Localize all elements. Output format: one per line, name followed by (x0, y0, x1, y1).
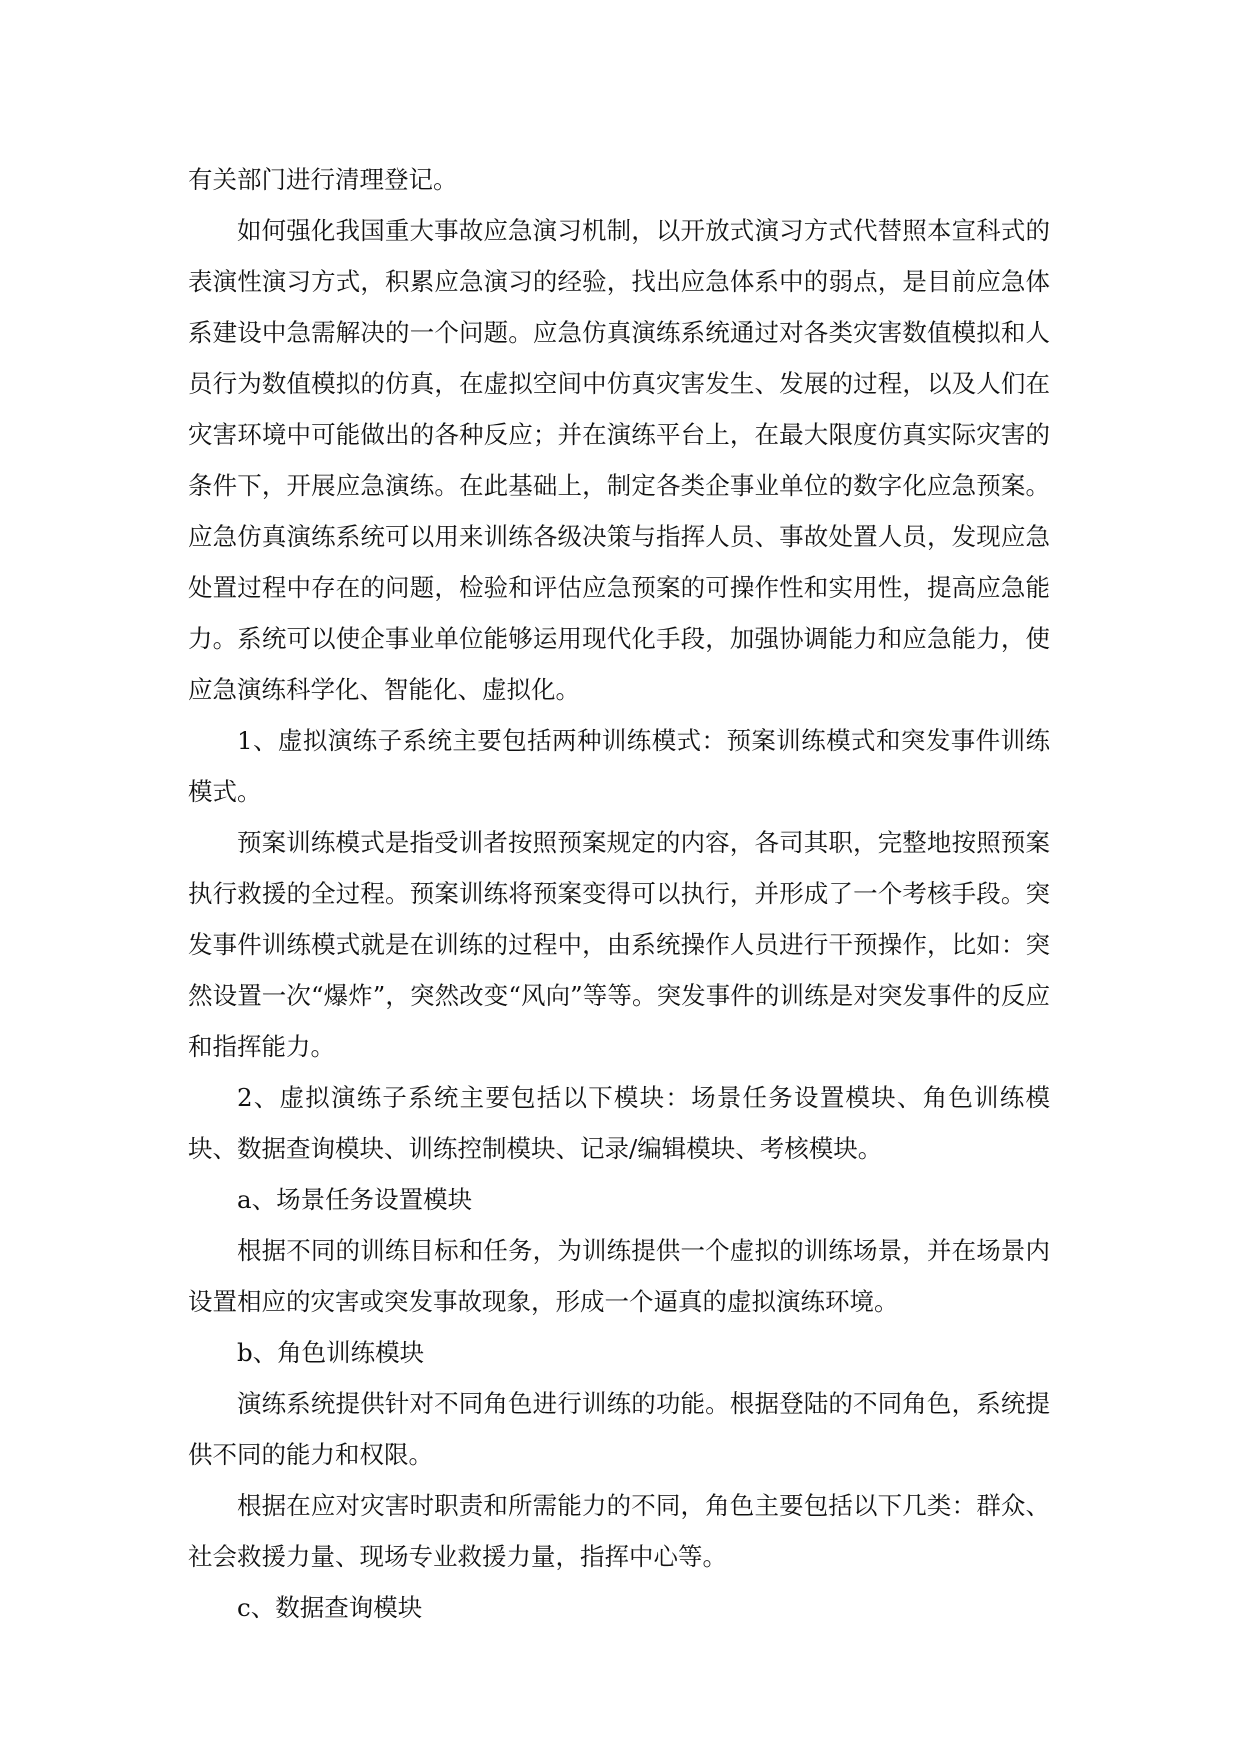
paragraph: 根据在应对灾害时职责和所需能力的不同，角色主要包括以下几类：群众、社会救援力量、现场专业救援力量，指挥中心等。 (188, 1491, 1050, 1571)
section-heading: b、角色训练模块 (237, 1338, 425, 1367)
paragraph: 有关部门进行清理登记。 (188, 165, 458, 194)
section-heading: a、场景任务设置模块 (237, 1185, 473, 1214)
paragraph: 1、虚拟演练子系统主要包括两种训练模式：预案训练模式和突发事件训练模式。 (188, 726, 1050, 806)
paragraph: 2、虚拟演练子系统主要包括以下模块：场景任务设置模块、角色训练模块、数据查询模块、训练控制模块、记录/编辑模块、考核模块。 (188, 1083, 1050, 1163)
paragraph: 预案训练模式是指受训者按照预案规定的内容，各司其职，完整地按照预案执行救援的全过程。预案训练将预案变得可以执行，并形成了一个考核手段。突发事件训练模式就是在训练的过程中，由系统操作人员进行干预操作，比如：突然设置一次“爆炸”，突然改变“风向”等等。突发事件的训练是对突发事件的反应和指挥能力。 (188, 828, 1050, 1061)
paragraph: 根据不同的训练目标和任务，为训练提供一个虚拟的训练场景，并在场景内设置相应的灾害或突发事故现象，形成一个逼真的虚拟演练环境。 (188, 1236, 1050, 1316)
section-heading: c、数据查询模块 (237, 1593, 423, 1622)
paragraph: 如何强化我国重大事故应急演习机制，以开放式演习方式代替照本宣科式的表演性演习方式，积累应急演习的经验，找出应急体系中的弱点，是目前应急体系建设中急需解决的一个问题。应急仿真演练系统通过对各类灾害数值模拟和人员行为数值模拟的仿真，在虚拟空间中仿真灾害发生、发展的过程，以及人们在灾害环境中可能做出的各种反应；并在演练平台上，在最大限度仿真实际灾害的条件下，开展应急演练。在此基础上，制定各类企事业单位的数字化应急预案。应急仿真演练系统可以用来训练各级决策与指挥人员、事故处置人员，发现应急处置过程中存在的问题，检验和评估应急预案的可操作性和实用性，提高应急能力。系统可以使企事业单位能够运用现代化手段，加强协调能力和应急能力，使应急演练科学化、智能化、虚拟化。 (188, 216, 1050, 704)
paragraph: 演练系统提供针对不同角色进行训练的功能。根据登陆的不同角色，系统提供不同的能力和权限。 (188, 1389, 1050, 1469)
document-body (188, 154, 1050, 1633)
